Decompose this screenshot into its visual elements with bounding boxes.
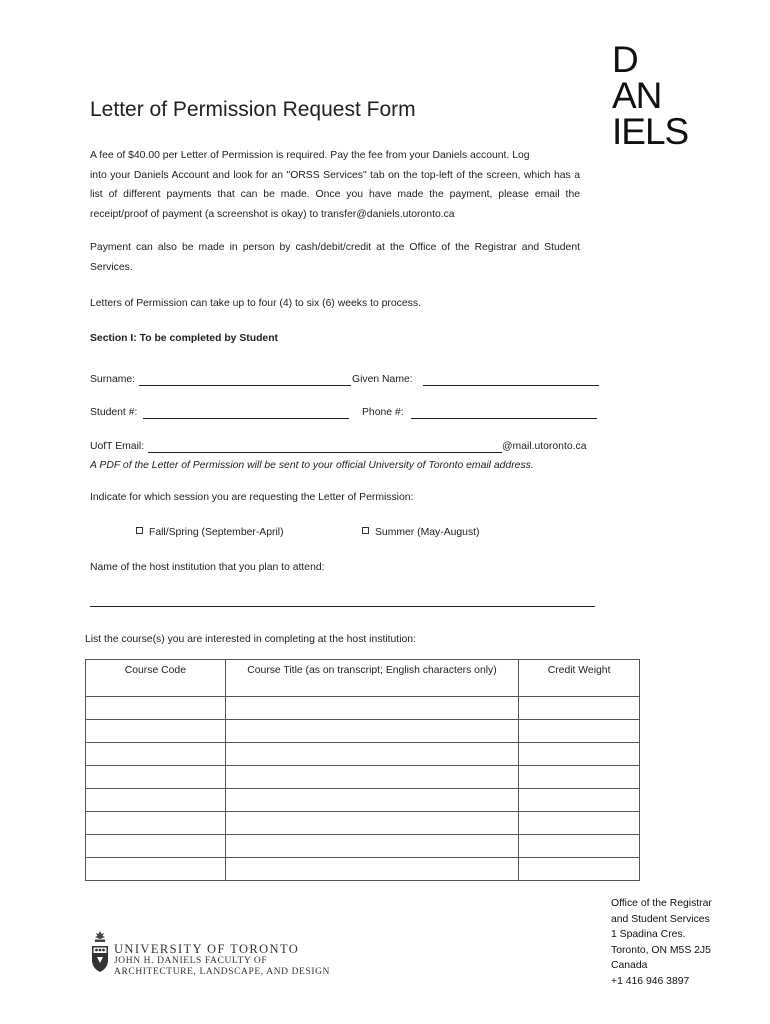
surname-label: Surname: xyxy=(90,374,136,385)
table-header-row xyxy=(86,660,640,697)
table-row xyxy=(86,743,640,766)
logo-line-1: D xyxy=(612,39,638,80)
logo-line-3: IELS xyxy=(612,111,689,152)
logo-line-2: AN xyxy=(612,75,662,116)
course-code-cell[interactable] xyxy=(86,743,226,766)
course-title-cell[interactable] xyxy=(225,858,518,881)
fall-spring-label: Fall/Spring (September-April) xyxy=(149,527,284,538)
credit-weight-cell[interactable] xyxy=(519,858,640,881)
course-title-cell[interactable] xyxy=(225,835,518,858)
given-name-label: Given Name: xyxy=(352,374,413,385)
office-line-4: Toronto, ON M5S 2J5 xyxy=(611,944,711,956)
in-person-paragraph: Payment can also be made in person by cash/debit/credit at the Office of the Registrar and Student Services. xyxy=(90,242,580,273)
courses-table xyxy=(85,659,640,881)
summer-label: Summer (May-August) xyxy=(375,527,480,538)
uoft-line-2: JOHN H. DANIELS FACULTY OF xyxy=(114,956,268,966)
email-label: UofT Email: xyxy=(90,441,145,452)
course-title-header: Course Title (as on transcript; English characters only) xyxy=(225,660,518,697)
credit-weight-cell[interactable] xyxy=(519,720,640,743)
uoft-wordmark xyxy=(114,943,330,978)
surname-field[interactable] xyxy=(139,373,351,386)
phone-label: Phone #: xyxy=(362,407,404,418)
summer-checkbox[interactable] xyxy=(362,527,369,534)
email-note: A PDF of the Letter of Permission will be sent to your official University of Toronto email address. xyxy=(90,460,534,471)
section-heading: Section I: To be completed by Student xyxy=(90,333,279,344)
course-title-cell[interactable] xyxy=(225,697,518,720)
table-row xyxy=(86,858,640,881)
uoft-crest-icon xyxy=(90,930,110,983)
host-institution-field[interactable] xyxy=(90,594,595,607)
courses-prompt: List the course(s) you are interested in completing at the host institution: xyxy=(85,634,416,645)
course-title-cell[interactable] xyxy=(225,766,518,789)
office-line-5: Canada xyxy=(611,960,648,971)
table-row xyxy=(86,812,640,835)
credit-weight-cell[interactable] xyxy=(519,789,640,812)
table-row xyxy=(86,720,640,743)
daniels-logo xyxy=(612,39,689,152)
table-row xyxy=(86,697,640,720)
table-row xyxy=(86,766,640,789)
uoft-line-3: ARCHITECTURE, LANDSCAPE, AND DESIGN xyxy=(114,967,331,977)
course-code-cell[interactable] xyxy=(86,697,226,720)
credit-weight-header: Credit Weight xyxy=(519,660,640,697)
given-name-field[interactable] xyxy=(423,373,599,386)
course-code-cell[interactable] xyxy=(86,835,226,858)
email-suffix: @mail.utoronto.ca xyxy=(502,441,587,452)
fee-paragraph-line1: A fee of $40.00 per Letter of Permission is required. Pay the fee from your Daniels account. Log xyxy=(90,150,530,161)
course-title-cell[interactable] xyxy=(225,812,518,835)
credit-weight-cell[interactable] xyxy=(519,835,640,858)
course-code-cell[interactable] xyxy=(86,789,226,812)
course-title-cell[interactable] xyxy=(225,789,518,812)
office-address xyxy=(611,896,712,989)
fall-spring-checkbox[interactable] xyxy=(136,527,143,534)
host-institution-prompt: Name of the host institution that you plan to attend: xyxy=(90,562,325,573)
student-number-label: Student #: xyxy=(90,407,138,418)
office-line-1: Office of the Registrar xyxy=(611,898,712,909)
course-code-cell[interactable] xyxy=(86,858,226,881)
office-line-3: 1 Spadina Cres. xyxy=(611,929,686,940)
uoft-line-1: UNIVERSITY OF TORONTO xyxy=(114,942,300,956)
course-title-cell[interactable] xyxy=(225,720,518,743)
credit-weight-cell[interactable] xyxy=(519,766,640,789)
office-line-6: +1 416 946 3897 xyxy=(611,975,690,987)
fee-paragraph xyxy=(90,146,580,224)
course-code-cell[interactable] xyxy=(86,720,226,743)
email-field[interactable] xyxy=(148,440,502,453)
course-title-cell[interactable] xyxy=(225,743,518,766)
credit-weight-cell[interactable] xyxy=(519,743,640,766)
table-row xyxy=(86,789,640,812)
credit-weight-cell[interactable] xyxy=(519,697,640,720)
student-number-field[interactable] xyxy=(143,406,349,419)
course-code-cell[interactable] xyxy=(86,812,226,835)
credit-weight-cell[interactable] xyxy=(519,812,640,835)
summer-option[interactable] xyxy=(362,527,480,538)
phone-field[interactable] xyxy=(411,406,597,419)
course-code-header: Course Code xyxy=(86,660,226,697)
table-row xyxy=(86,835,640,858)
fall-spring-option[interactable] xyxy=(136,527,284,538)
office-line-2: and Student Services xyxy=(611,913,710,925)
session-prompt: Indicate for which session you are requesting the Letter of Permission: xyxy=(90,492,414,503)
processing-time-paragraph: Letters of Permission can take up to four (4) to six (6) weeks to process. xyxy=(90,298,421,309)
fee-paragraph-rest: into your Daniels Account and look for an "ORSS Services" tab on the top-left of the screen, which has a list of different payments that can be made. Once you have made the payment, please email the receipt/proof of payment (a screenshot is okay) to transfer@daniels.utoronto.ca xyxy=(90,169,580,220)
course-code-cell[interactable] xyxy=(86,766,226,789)
page-title: Letter of Permission Request Form xyxy=(90,98,416,121)
